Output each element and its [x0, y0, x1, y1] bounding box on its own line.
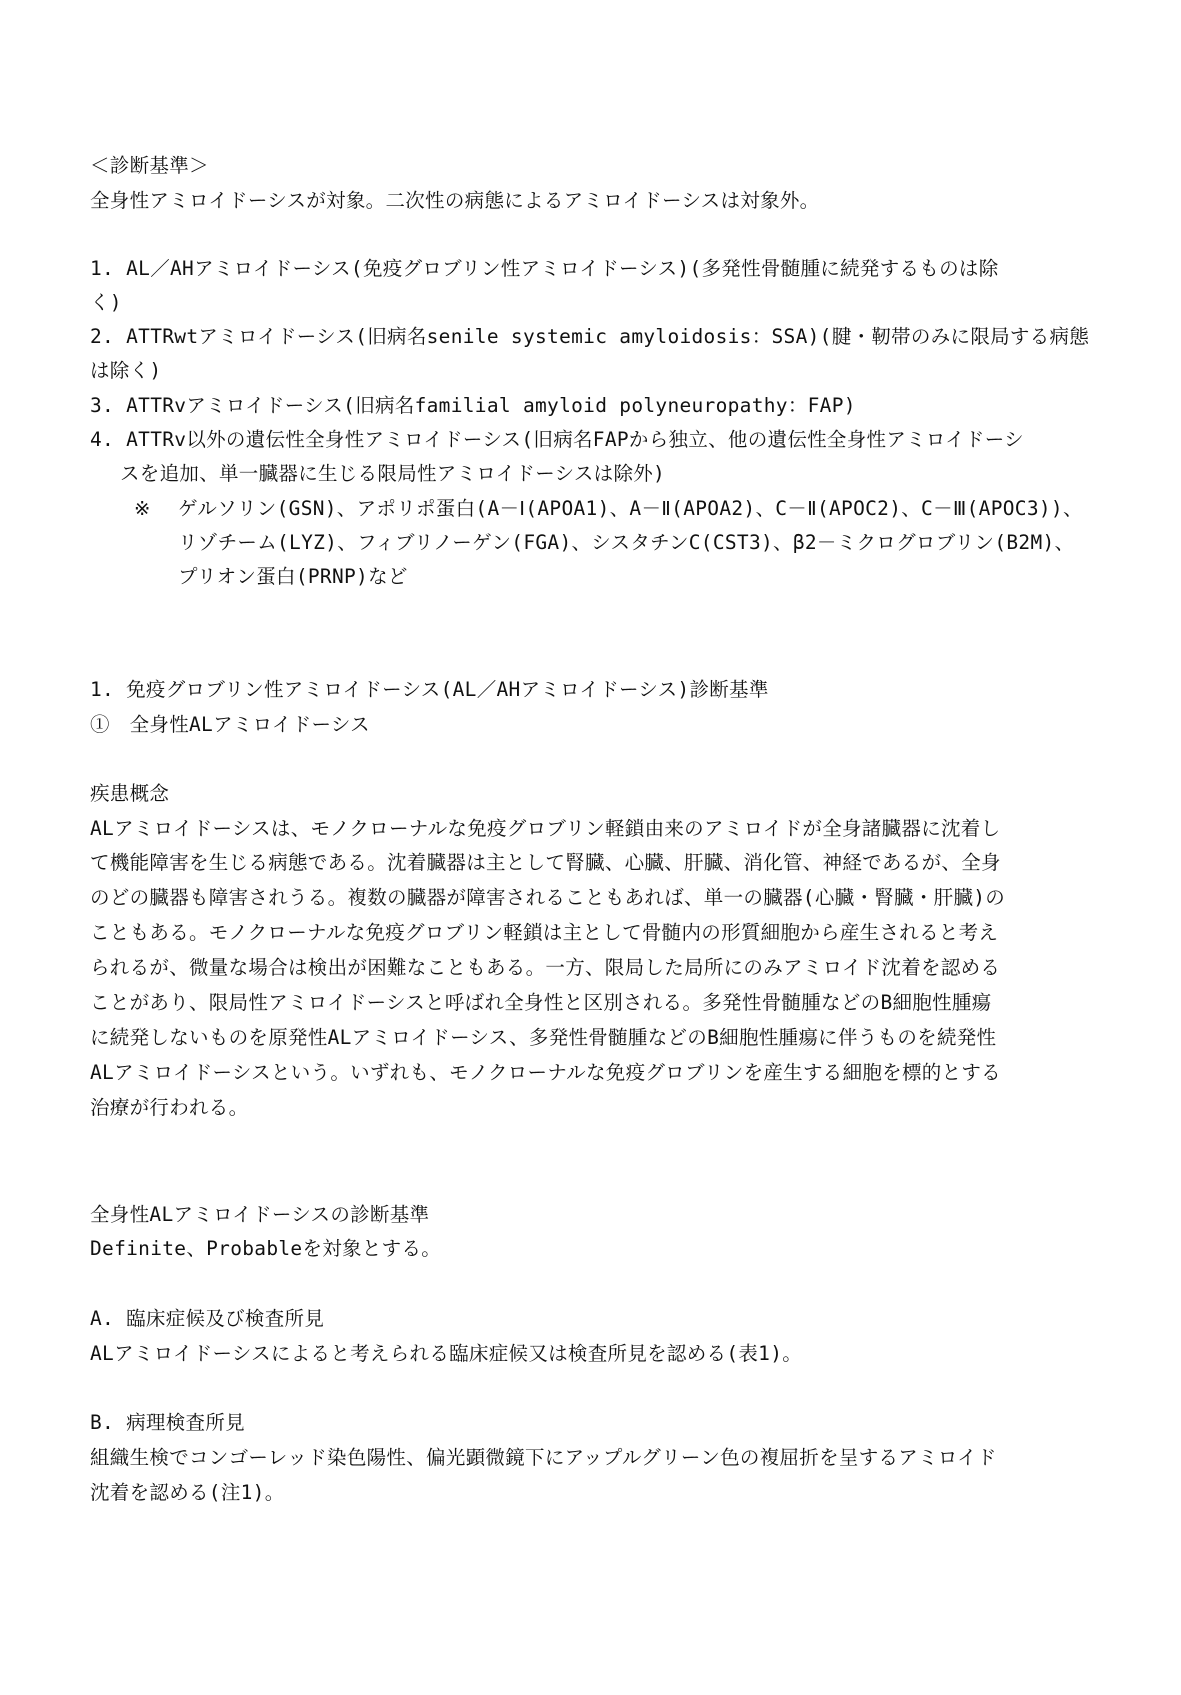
diagnosis-title: 全身性ALアミロイドーシスの診断基準 — [90, 1203, 430, 1226]
concept-heading: 疾患概念 — [90, 782, 170, 805]
criteria-item-2-cont: は除く) — [90, 359, 162, 382]
section-a-heading: A. 臨床症候及び検査所見 — [90, 1307, 325, 1330]
concept-line: て機能障害を生じる病態である。沈着臓器は主として腎臓、心臓、肝臓、消化管、神経であるが、全身 — [90, 851, 1001, 874]
note-line-1: ゲルソリン(GSN)、アポリポ蛋白(A－Ⅰ(APOA1)、A－Ⅱ(APOA2)、C－Ⅱ(APOC2)、C－Ⅲ(APOC3))、 — [178, 497, 1083, 520]
section-title: 1. 免疫グロブリン性アミロイドーシス(AL／AHアミロイドーシス)診断基準 — [90, 678, 769, 701]
concept-line: ことがあり、限局性アミロイドーシスと呼ばれ全身性と区別される。多発性骨髄腫などのB細胞性腫瘍 — [90, 991, 992, 1014]
section-a-text: ALアミロイドーシスによると考えられる臨床症候又は検査所見を認める(表1)。 — [90, 1342, 803, 1365]
criteria-item-1: 1. AL／AHアミロイドーシス(免疫グロブリン性アミロイドーシス)(多発性骨髄腫に続発するものは除 — [90, 257, 999, 280]
concept-line: のどの臓器も障害されうる。複数の臓器が障害されることもあれば、単一の臓器(心臓・腎臓・肝臓)の — [90, 886, 1006, 909]
criteria-item-1-cont: く) — [90, 291, 122, 314]
criteria-item-3: 3. ATTRvアミロイドーシス(旧病名familial amyloid polyneuropathy：FAP) — [90, 394, 856, 417]
note-line-3: プリオン蛋白(PRNP)など — [178, 565, 408, 588]
diagnosis-target: Definite、Probableを対象とする。 — [90, 1237, 442, 1260]
concept-line: こともある。モノクローナルな免疫グロブリン軽鎖は主として骨髄内の形質細胞から産生されると考え — [90, 921, 999, 944]
section-b-heading: B. 病理検査所見 — [90, 1411, 245, 1434]
concept-line: 治療が行われる。 — [90, 1096, 249, 1119]
concept-line: ALアミロイドーシスという。いずれも、モノクローナルな免疫グロブリンを産生する細胞を標的とする — [90, 1061, 1001, 1084]
concept-line: られるが、微量な場合は検出が困難なこともある。一方、限局した局所にのみアミロイド沈着を認める — [90, 956, 1001, 979]
criteria-item-4: 4. ATTRv以外の遺伝性全身性アミロイドーシス(旧病名FAPから独立、他の遺伝性全身性アミロイドーシ — [90, 428, 1024, 451]
section-b-text: 組織生検でコンゴーレッド染色陽性、偏光顕微鏡下にアップルグリーン色の複屈折を呈するアミロイド — [90, 1446, 997, 1469]
concept-line: ALアミロイドーシスは、モノクローナルな免疫グロブリン軽鎖由来のアミロイドが全身諸臓器に沈着し — [90, 817, 1001, 840]
section-b-text-cont: 沈着を認める(注1)。 — [90, 1481, 285, 1504]
note-line-2: リゾチーム(LYZ)、フィブリノーゲン(FGA)、シスタチンC(CST3)、β2－ミクログロブリン(B2M)、 — [178, 531, 1075, 554]
criteria-item-2: 2. ATTRwtアミロイドーシス(旧病名senile systemic amyloidosis：SSA)(腱・靭帯のみに限局する病態 — [90, 325, 1090, 348]
note-mark: ※ — [134, 497, 151, 520]
criteria-heading: ＜診断基準＞ — [90, 154, 209, 177]
concept-line: に続発しないものを原発性ALアミロイドーシス、多発性骨髄腫などのB細胞性腫瘍に伴うものを続発性 — [90, 1026, 997, 1049]
section-subtitle: ① 全身性ALアミロイドーシス — [90, 713, 370, 736]
criteria-item-4-cont: スを追加、単一臓器に生じる限局性アミロイドーシスは除外) — [120, 462, 666, 485]
criteria-scope: 全身性アミロイドーシスが対象。二次性の病態によるアミロイドーシスは対象外。 — [90, 189, 820, 212]
